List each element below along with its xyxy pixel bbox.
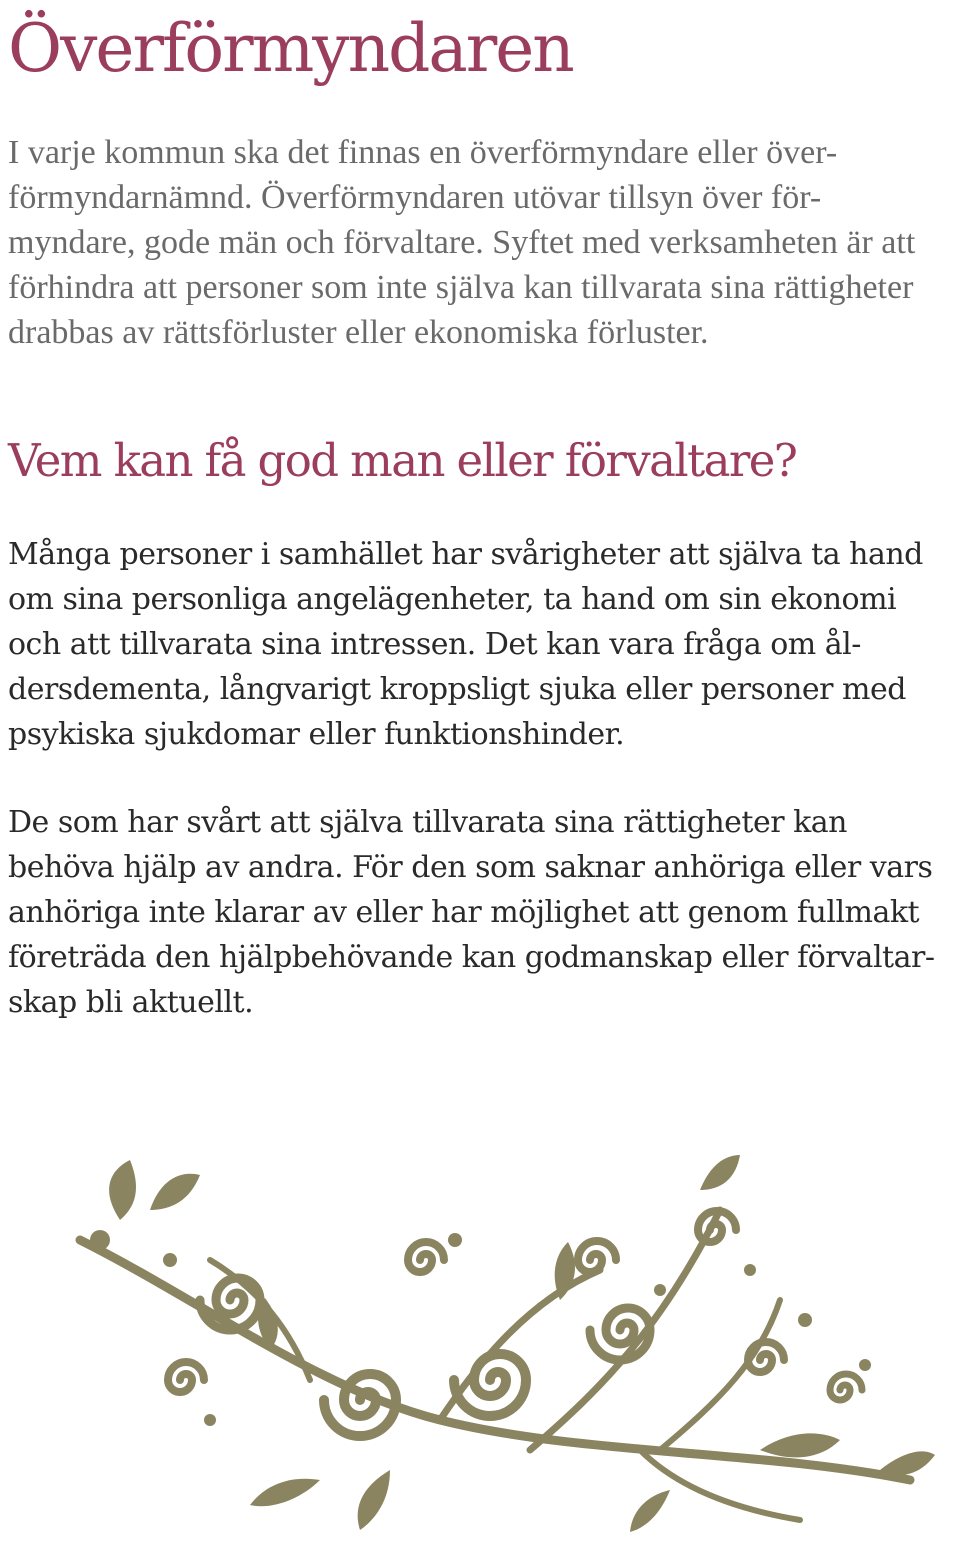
body-paragraph-1: Många personer i samhället har svårigheter att själva ta hand om sina personliga angelägenheter, ta hand om sin ekonomi och att tillvarata sina intressen. Det kan vara fråga om ål-dersdementa, långvarigt kroppsligt sjuka eller personer med psykiska sjukdomar eller funktionshinder. bbox=[8, 537, 923, 752]
section-subtitle: Vem kan få god man eller förvaltare? bbox=[8, 434, 797, 487]
floral-swirl-ornament-icon bbox=[60, 1150, 940, 1550]
page-title: Överförmyndaren bbox=[8, 10, 573, 87]
intro-paragraph: I varje kommun ska det finnas en överförmyndare eller över-förmyndarnämnd. Överförmyndaren utövar tillsyn över för-myndare, gode män och förvaltare. Syftet med verksamheten är att förhindra att personer som inte själva kan tillvarata sina rättigheter drabbas av rättsförluster eller ekonomiska förluster. bbox=[8, 134, 916, 351]
body-paragraph-2: De som har svårt att själva tillvarata sina rättigheter kan behöva hjälp av andra. För den som saknar anhöriga eller vars anhöriga inte klarar av eller har möjlighet att genom fullmakt företräda den hjälpbehövande kan godmanskap eller förvaltar-skap bli aktuellt. bbox=[8, 805, 935, 1020]
